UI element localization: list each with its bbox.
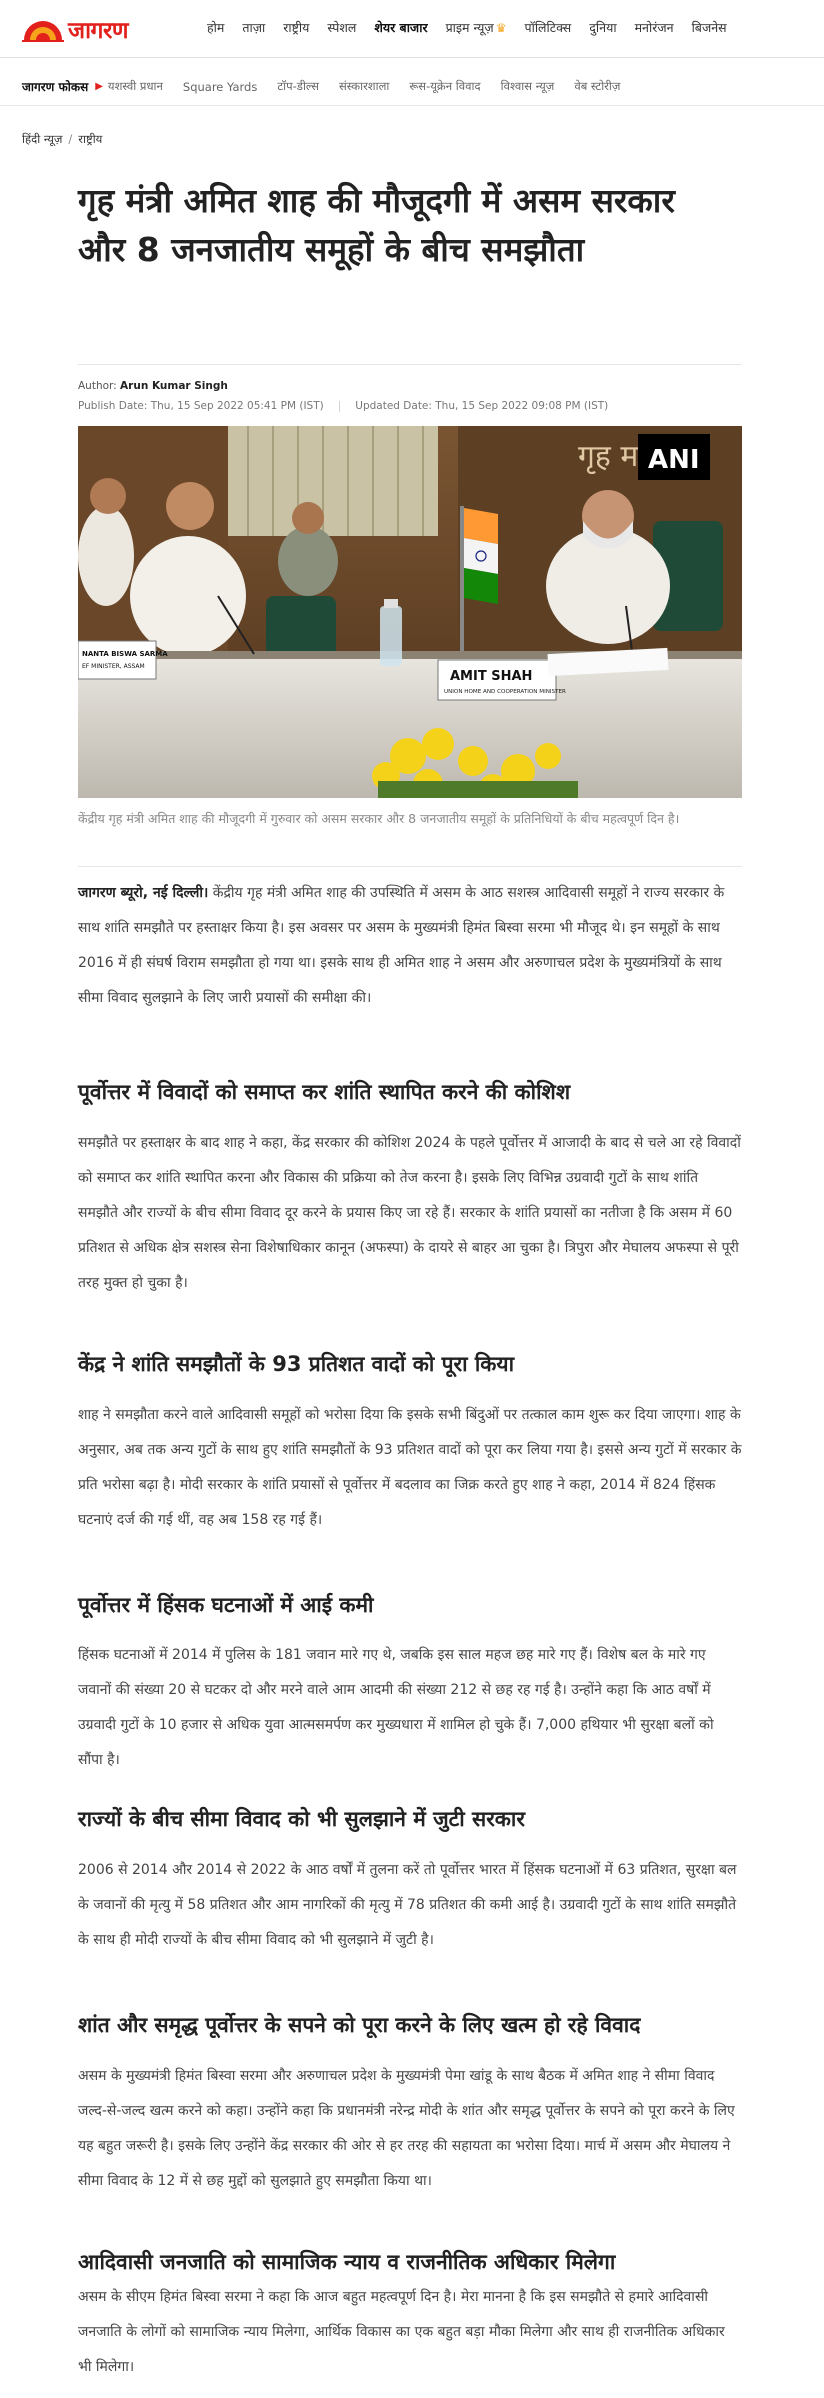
nav-item-home[interactable]: होम bbox=[207, 20, 225, 35]
divider bbox=[78, 866, 742, 867]
date-line bbox=[78, 398, 742, 414]
author-label: Author: bbox=[78, 380, 121, 392]
date-divider: | bbox=[337, 400, 342, 412]
publish-date: Publish Date: Thu, 15 Sep 2022 05:41 PM (IST) bbox=[78, 400, 324, 412]
section-paragraph: असम के सीएम हिमंत बिस्वा सरमा ने कहा कि आज बहुत महत्वपूर्ण दिन है। मेरा मानना है कि इस समझौते से हमारे आदिवासी जनजाति के लोगों को सामाजिक न्याय मिलेगा, आर्थिक विकास का एक बहुत बड़ा मौका मिलेगा और साथ ही राजनीतिक अधिकार भी मिलेगा। bbox=[78, 2289, 725, 2375]
dateline: जागरण ब्यूरो, नई दिल्ली। bbox=[78, 885, 209, 901]
author-name[interactable]: Arun Kumar Singh bbox=[120, 380, 228, 392]
top-navbar bbox=[0, 0, 824, 58]
focus-item[interactable]: वेब स्टोरीज़ bbox=[574, 79, 621, 93]
nameplate-sub: UNION HOME AND COOPERATION MINISTER bbox=[444, 689, 566, 695]
image-caption: केंद्रीय गृह मंत्री अमित शाह की मौजूदगी में गुरुवार को असम सरकार और 8 जनजातीय समूहों के प्रतिनिधियों के बीच महत्वपूर्ण दिन है। bbox=[78, 811, 680, 826]
nav-item-special[interactable]: स्पेशल bbox=[327, 20, 357, 35]
focus-item[interactable]: विश्वास न्यूज़ bbox=[500, 79, 555, 93]
breadcrumb-item-national[interactable]: राष्ट्रीय bbox=[78, 132, 103, 146]
section-heading: शांत और समृद्ध पूर्वोत्तर के सपने को पूरा करने के लिए खत्म हो रहे विवाद bbox=[78, 2013, 641, 2037]
focus-item[interactable]: संस्कारशाला bbox=[339, 79, 390, 93]
focus-item[interactable]: रूस-यूक्रेन विवाद bbox=[409, 79, 481, 93]
nav-item-world[interactable]: दुनिया bbox=[589, 20, 617, 35]
article-lead-paragraph bbox=[78, 876, 742, 1016]
focus-item[interactable]: टॉप-डील्स bbox=[277, 79, 320, 93]
nav-item-politics[interactable]: पॉलिटिक्स bbox=[524, 20, 572, 35]
author-line bbox=[78, 378, 742, 394]
nav-item-share-market[interactable]: शेयर बाजार bbox=[374, 20, 428, 35]
left-nameplate-line2: EF MINISTER, ASSAM bbox=[82, 663, 145, 670]
focus-item[interactable]: Square Yards bbox=[182, 79, 258, 94]
nav-item-entertainment[interactable]: मनोरंजन bbox=[634, 20, 674, 35]
section-paragraph: हिंसक घटनाओं में 2014 में पुलिस के 181 जवान मारे गए थे, जबकि इस साल महज छह मारे गए हैं। विशेष बल के मारे गए जवानों की संख्या 20 से घटकर दो और मरने वाले आम आदमी की संख्या 212 से छह रह गई है। उन्होंने कहा कि आठ वर्षों में उग्रवादी गुटों के 10 हजार से अधिक युवा आत्मसमर्पण कर मुख्यधारा में शामिल हो चुके हैं। 7,000 हथियार भी सुरक्षा बलों को सौंपा है। bbox=[78, 1647, 714, 1768]
nameplate-main: AMIT SHAH bbox=[450, 669, 533, 684]
focus-bar-title: जागरण फोकस bbox=[22, 80, 89, 94]
sunrise-logo-icon bbox=[22, 16, 64, 42]
section-heading: आदिवासी जनजाति को सामाजिक न्याय व राजनीतिक अधिकार मिलेगा bbox=[78, 2250, 616, 2274]
nav-item-latest[interactable]: ताज़ा bbox=[242, 20, 266, 35]
section-paragraph: 2006 से 2014 और 2014 से 2022 के आठ वर्षों में तुलना करें तो पूर्वोत्तर भारत में हिंसक घटनाओं में 63 प्रतिशत, सुरक्षा बल के जवानों की मृत्यु में 58 प्रतिशत और आम नागरिकों की मृत्यु में 78 प्रतिशत की कमी आई है। उग्रवादी गुटों के साथ शांति समझौते के साथ ही मोदी राज्यों के बीच सीमा विवाद को भी सुलझाने में जुटी है। bbox=[78, 1862, 737, 1948]
section-heading: राज्यों के बीच सीमा विवाद को भी सुलझाने में जुटी सरकार bbox=[78, 1807, 525, 1831]
section-heading: पूर्वोत्तर में विवादों को समाप्त कर शांति स्थापित करने की कोशिश bbox=[78, 1080, 571, 1104]
ani-watermark: ANI bbox=[648, 445, 700, 475]
logo-text: जागरण bbox=[68, 18, 129, 44]
nav-item-business[interactable]: बिजनेस bbox=[691, 20, 727, 35]
left-nameplate-line1: NANTA BISWA SARMA bbox=[82, 650, 168, 658]
nav-item-national[interactable]: राष्ट्रीय bbox=[283, 20, 310, 35]
lead-text: केंद्रीय गृह मंत्री अमित शाह की उपस्थिति में असम के आठ सशस्त्र आदिवासी समूहों ने राज्य सरकार के साथ शांति समझौते पर हस्ताक्षर किया है। इस अवसर पर असम के मुख्यमंत्री हिमंत बिस्वा सरमा भी मौजूद थे। इन समूहों के साथ 2016 में ही संघर्ष विराम समझौता हो गया था। इसके साथ ही अमित शाह ने असम और अरुणाचल प्रदेश के मुख्यमंत्रियों के साथ सीमा विवाद सुलझाने के लिए जारी प्रयासों की समीक्षा की। bbox=[78, 885, 725, 1006]
wall-text: गृह म bbox=[578, 439, 639, 474]
divider bbox=[78, 364, 742, 365]
focus-item[interactable]: यशस्वी प्रधान bbox=[107, 79, 163, 93]
section-heading: केंद्र ने शांति समझौतों के 93 प्रतिशत वादों को पूरा किया bbox=[78, 1352, 515, 1376]
article-image[interactable] bbox=[78, 426, 742, 798]
article-headline: गृह मंत्री अमित शाह की मौजूदगी में असम सरकार और 8 जनजातीय समूहों के बीच समझौता bbox=[78, 181, 675, 269]
meeting-photo bbox=[78, 426, 742, 798]
article-meta bbox=[78, 378, 742, 414]
section-heading: पूर्वोत्तर में हिंसक घटनाओं में आई कमी bbox=[78, 1593, 374, 1617]
nav-item-prime-news-label: प्राइम न्यूज़ bbox=[445, 20, 494, 35]
jagran-logo[interactable] bbox=[22, 14, 128, 44]
section-paragraph: शाह ने समझौता करने वाले आदिवासी समूहों को भरोसा दिया कि इसके सभी बिंदुओं पर तत्काल काम शुरू कर दिया जाएगा। शाह के अनुसार, अब तक अन्य गुटों के साथ हुए शांति समझौतों के 93 प्रतिशत वादों को पूरा कर लिया गया है। इससे अन्य गुटों में सरकार के प्रति भरोसा बढ़ा है। मोदी सरकार के शांति प्रयासों से पूर्वोत्तर में बदलाव का जिक्र करते हुए शाह ने कहा, 2014 में 824 हिंसक घटनाएं दर्ज की गई थीं, वह अब 158 रह गई हैं। bbox=[78, 1407, 742, 1528]
main-nav bbox=[198, 18, 736, 38]
breadcrumb-item-hindi-news[interactable]: हिंदी न्यूज़ bbox=[22, 132, 63, 146]
focus-bar bbox=[0, 68, 824, 106]
breadcrumb-separator: / bbox=[68, 132, 73, 146]
nav-item-prime-news[interactable] bbox=[437, 18, 516, 38]
crown-icon: ♛ bbox=[495, 21, 507, 35]
play-arrow-icon: ▶ bbox=[95, 81, 103, 92]
updated-date: Updated Date: Thu, 15 Sep 2022 09:08 PM (IST) bbox=[355, 400, 609, 412]
section-paragraph: समझौते पर हस्ताक्षर के बाद शाह ने कहा, केंद्र सरकार की कोशिश 2024 के पहले पूर्वोत्तर में आजादी के बाद से चले आ रहे विवादों को समाप्त कर शांति स्थापित करना और विकास की प्रक्रिया को तेज करना है। इसके लिए विभिन्न उग्रवादी गुटों के साथ शांति समझौते और राज्यों के बीच सीमा विवाद दूर करने के प्रयास किए जा रहे हैं। सरकार के शांति प्रयासों का नतीजा है कि असम में 60 प्रतिशत से अधिक क्षेत्र सशस्त्र सेना विशेषाधिकार कानून (अफस्पा) के दायरे से बाहर आ चुका है। त्रिपुरा और मेघालय अफस्पा से पूरी तरह मुक्त हो चुका है। bbox=[78, 1135, 741, 1291]
section-paragraph: असम के मुख्यमंत्री हिमंत बिस्वा सरमा और अरुणाचल प्रदेश के मुख्यमंत्री पेमा खांडू के साथ बैठक में अमित शाह ने सीमा विवाद जल्द-से-जल्द खत्म करने को कहा। उन्होंने कहा कि प्रधानमंत्री नरेन्द्र मोदी के शांत और समृद्ध पूर्वोत्तर के सपने को पूरा करने के लिए यह बहुत जरूरी है। इसके लिए उन्होंने केंद्र सरकार की ओर से हर तरह की सहायता का भरोसा दिया। मार्च में असम और मेघालय ने सीमा विवाद के 12 में से छह मुद्दों को सुलझाते हुए समझौता किया था। bbox=[78, 2068, 735, 2189]
breadcrumb bbox=[22, 132, 102, 147]
